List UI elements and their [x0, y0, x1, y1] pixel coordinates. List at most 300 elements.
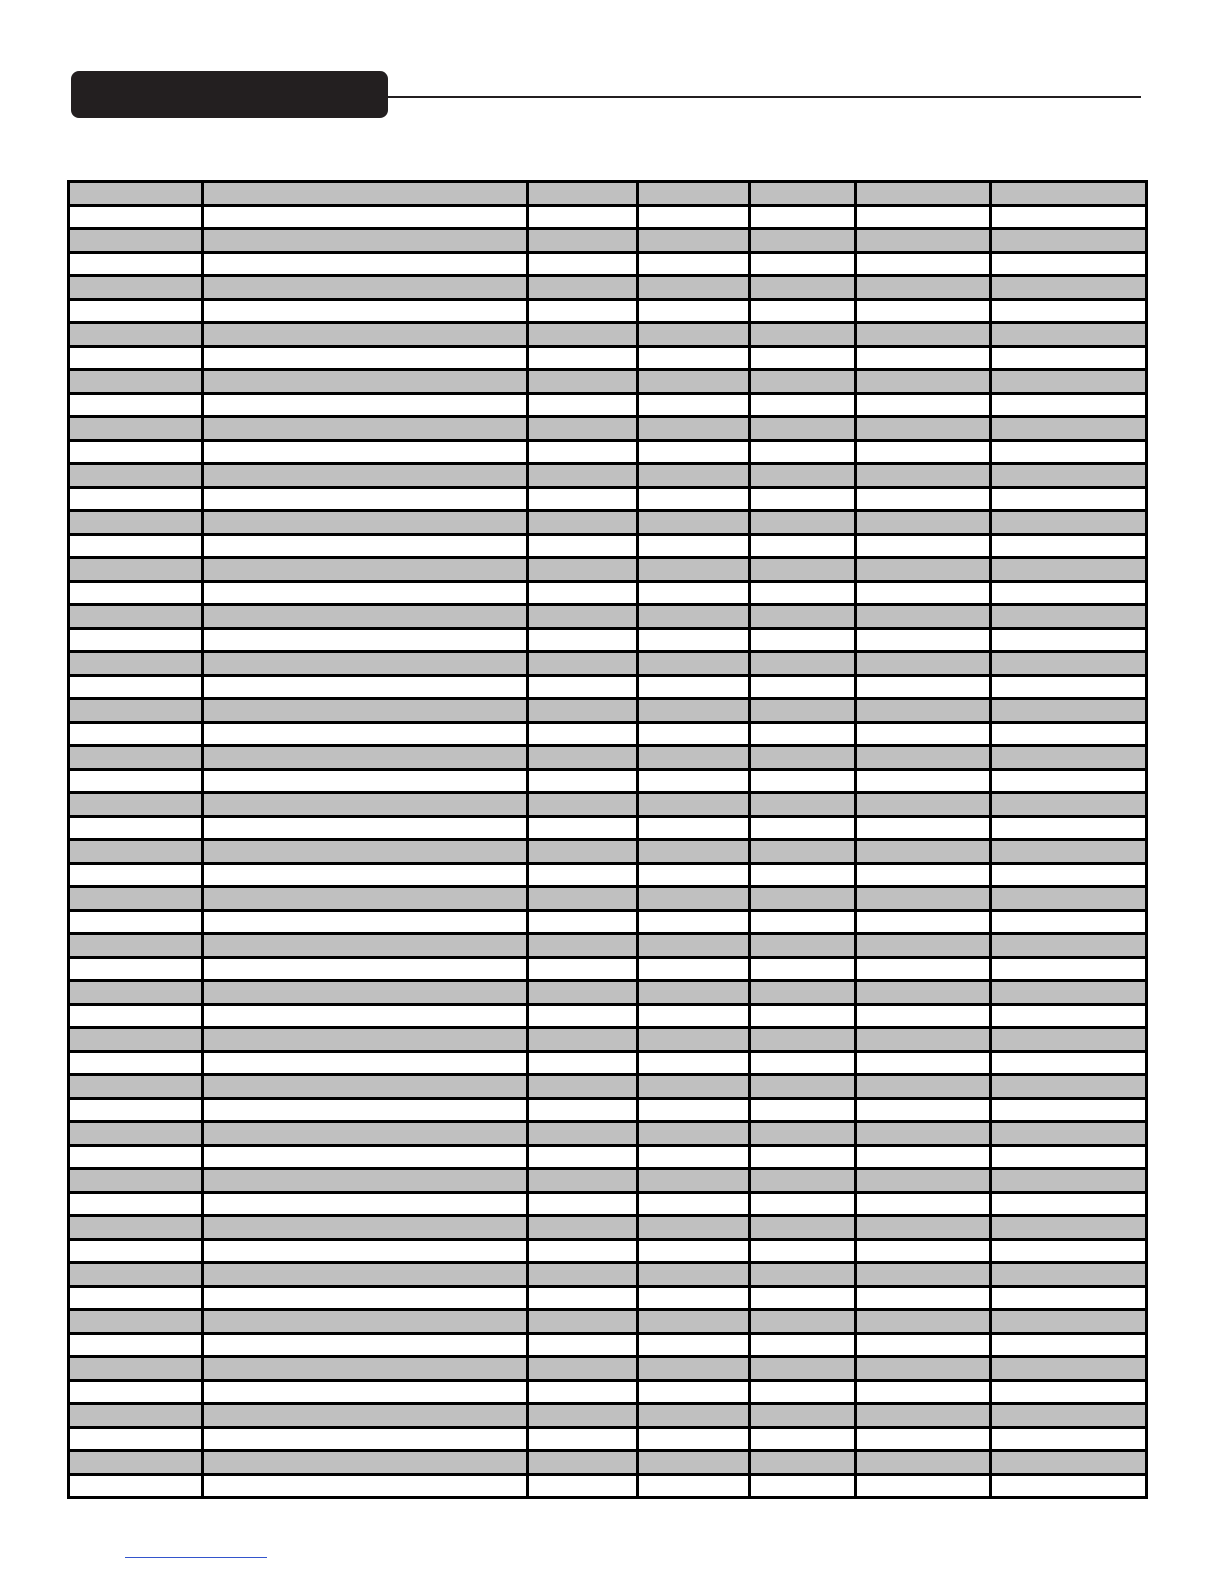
table-cell[interactable] [749, 652, 855, 676]
table-cell[interactable] [990, 464, 1147, 488]
table-cell[interactable] [749, 1380, 855, 1404]
table-cell[interactable] [749, 440, 855, 464]
table-cell[interactable] [69, 346, 203, 370]
table-cell[interactable] [528, 1263, 637, 1287]
table-cell[interactable] [990, 1239, 1147, 1263]
table-cell[interactable] [749, 1310, 855, 1334]
table-cell[interactable] [856, 252, 990, 276]
table-cell[interactable] [203, 276, 528, 300]
table-cell[interactable] [69, 816, 203, 840]
table-cell[interactable] [856, 840, 990, 864]
table-cell[interactable] [749, 182, 855, 206]
table-cell[interactable] [203, 1169, 528, 1193]
table-cell[interactable] [69, 1004, 203, 1028]
table-cell[interactable] [990, 205, 1147, 229]
table-cell[interactable] [637, 558, 749, 582]
table-cell[interactable] [856, 1404, 990, 1428]
table-cell[interactable] [856, 417, 990, 441]
table-cell[interactable] [990, 981, 1147, 1005]
table-cell[interactable] [69, 1239, 203, 1263]
table-cell[interactable] [69, 652, 203, 676]
table-cell[interactable] [856, 1051, 990, 1075]
table-cell[interactable] [203, 229, 528, 253]
table-cell[interactable] [69, 1192, 203, 1216]
table-cell[interactable] [528, 1169, 637, 1193]
table-cell[interactable] [990, 1380, 1147, 1404]
table-cell[interactable] [203, 746, 528, 770]
table-cell[interactable] [749, 1427, 855, 1451]
table-cell[interactable] [528, 534, 637, 558]
table-cell[interactable] [990, 887, 1147, 911]
table-cell[interactable] [856, 1286, 990, 1310]
table-cell[interactable] [856, 887, 990, 911]
table-cell[interactable] [749, 910, 855, 934]
table-cell[interactable] [856, 1004, 990, 1028]
table-cell[interactable] [990, 675, 1147, 699]
table-cell[interactable] [528, 1098, 637, 1122]
table-cell[interactable] [69, 699, 203, 723]
table-cell[interactable] [856, 652, 990, 676]
table-cell[interactable] [749, 1169, 855, 1193]
table-cell[interactable] [990, 769, 1147, 793]
table-cell[interactable] [990, 323, 1147, 347]
table-cell[interactable] [749, 299, 855, 323]
table-cell[interactable] [990, 1192, 1147, 1216]
table-cell[interactable] [856, 1427, 990, 1451]
table-cell[interactable] [69, 252, 203, 276]
table-cell[interactable] [637, 252, 749, 276]
table-cell[interactable] [203, 252, 528, 276]
table-cell[interactable] [69, 1333, 203, 1357]
table-cell[interactable] [528, 746, 637, 770]
table-cell[interactable] [856, 934, 990, 958]
table-cell[interactable] [69, 1451, 203, 1475]
table-cell[interactable] [637, 1333, 749, 1357]
table-cell[interactable] [749, 699, 855, 723]
table-cell[interactable] [69, 534, 203, 558]
table-cell[interactable] [749, 229, 855, 253]
table-cell[interactable] [856, 1263, 990, 1287]
table-cell[interactable] [749, 1075, 855, 1099]
table-cell[interactable] [637, 276, 749, 300]
table-cell[interactable] [990, 1357, 1147, 1381]
table-cell[interactable] [203, 1098, 528, 1122]
table-cell[interactable] [856, 581, 990, 605]
table-cell[interactable] [528, 769, 637, 793]
table-cell[interactable] [990, 1075, 1147, 1099]
table-cell[interactable] [856, 957, 990, 981]
table-cell[interactable] [528, 1145, 637, 1169]
table-cell[interactable] [749, 1216, 855, 1240]
table-cell[interactable] [203, 1122, 528, 1146]
table-cell[interactable] [856, 1239, 990, 1263]
table-cell[interactable] [528, 229, 637, 253]
table-cell[interactable] [69, 299, 203, 323]
table-cell[interactable] [990, 1310, 1147, 1334]
table-cell[interactable] [528, 511, 637, 535]
table-cell[interactable] [990, 1098, 1147, 1122]
table-cell[interactable] [856, 981, 990, 1005]
table-cell[interactable] [856, 1380, 990, 1404]
table-cell[interactable] [528, 558, 637, 582]
table-cell[interactable] [990, 229, 1147, 253]
table-cell[interactable] [637, 370, 749, 394]
table-cell[interactable] [69, 1310, 203, 1334]
table-cell[interactable] [749, 511, 855, 535]
table-cell[interactable] [69, 957, 203, 981]
table-cell[interactable] [856, 1333, 990, 1357]
table-cell[interactable] [637, 1004, 749, 1028]
table-cell[interactable] [990, 652, 1147, 676]
table-cell[interactable] [528, 1427, 637, 1451]
table-cell[interactable] [856, 205, 990, 229]
table-cell[interactable] [69, 746, 203, 770]
table-cell[interactable] [637, 1380, 749, 1404]
table-cell[interactable] [856, 276, 990, 300]
table-cell[interactable] [69, 558, 203, 582]
table-cell[interactable] [749, 581, 855, 605]
table-cell[interactable] [637, 840, 749, 864]
table-cell[interactable] [749, 417, 855, 441]
table-cell[interactable] [990, 722, 1147, 746]
table-cell[interactable] [990, 487, 1147, 511]
table-cell[interactable] [203, 1075, 528, 1099]
table-cell[interactable] [69, 887, 203, 911]
table-cell[interactable] [990, 276, 1147, 300]
table-cell[interactable] [203, 182, 528, 206]
table-cell[interactable] [749, 1333, 855, 1357]
table-cell[interactable] [69, 205, 203, 229]
table-cell[interactable] [528, 840, 637, 864]
table-cell[interactable] [637, 323, 749, 347]
table-cell[interactable] [203, 1357, 528, 1381]
table-cell[interactable] [637, 981, 749, 1005]
table-cell[interactable] [528, 793, 637, 817]
table-cell[interactable] [203, 863, 528, 887]
table-cell[interactable] [203, 769, 528, 793]
table-cell[interactable] [203, 1451, 528, 1475]
table-cell[interactable] [528, 1192, 637, 1216]
table-cell[interactable] [856, 299, 990, 323]
table-cell[interactable] [528, 816, 637, 840]
table-cell[interactable] [856, 816, 990, 840]
table-cell[interactable] [637, 605, 749, 629]
table-cell[interactable] [637, 1051, 749, 1075]
table-cell[interactable] [69, 1122, 203, 1146]
table-cell[interactable] [749, 1028, 855, 1052]
table-cell[interactable] [990, 558, 1147, 582]
table-cell[interactable] [203, 1380, 528, 1404]
table-cell[interactable] [528, 1474, 637, 1498]
table-cell[interactable] [69, 511, 203, 535]
table-cell[interactable] [856, 511, 990, 535]
table-cell[interactable] [637, 417, 749, 441]
table-cell[interactable] [203, 393, 528, 417]
table-cell[interactable] [528, 1357, 637, 1381]
table-cell[interactable] [749, 558, 855, 582]
table-cell[interactable] [749, 346, 855, 370]
table-cell[interactable] [203, 722, 528, 746]
table-cell[interactable] [203, 534, 528, 558]
table-cell[interactable] [990, 1216, 1147, 1240]
table-cell[interactable] [203, 487, 528, 511]
table-cell[interactable] [749, 205, 855, 229]
table-cell[interactable] [856, 487, 990, 511]
table-cell[interactable] [637, 1451, 749, 1475]
table-cell[interactable] [203, 370, 528, 394]
table-cell[interactable] [528, 346, 637, 370]
table-cell[interactable] [856, 1145, 990, 1169]
table-cell[interactable] [203, 840, 528, 864]
table-cell[interactable] [637, 1404, 749, 1428]
table-cell[interactable] [749, 1122, 855, 1146]
table-cell[interactable] [856, 1169, 990, 1193]
table-cell[interactable] [856, 534, 990, 558]
table-cell[interactable] [69, 1216, 203, 1240]
table-cell[interactable] [990, 252, 1147, 276]
table-cell[interactable] [637, 769, 749, 793]
table-cell[interactable] [990, 910, 1147, 934]
table-cell[interactable] [203, 440, 528, 464]
table-cell[interactable] [528, 1451, 637, 1475]
table-cell[interactable] [990, 1051, 1147, 1075]
table-cell[interactable] [528, 1310, 637, 1334]
table-cell[interactable] [528, 1122, 637, 1146]
table-cell[interactable] [749, 1192, 855, 1216]
table-cell[interactable] [637, 1239, 749, 1263]
table-cell[interactable] [637, 1286, 749, 1310]
table-cell[interactable] [203, 1474, 528, 1498]
table-cell[interactable] [203, 1404, 528, 1428]
table-cell[interactable] [749, 1451, 855, 1475]
table-cell[interactable] [856, 793, 990, 817]
table-cell[interactable] [203, 887, 528, 911]
table-cell[interactable] [990, 1474, 1147, 1498]
table-cell[interactable] [749, 957, 855, 981]
table-cell[interactable] [528, 675, 637, 699]
table-cell[interactable] [528, 440, 637, 464]
table-cell[interactable] [637, 1357, 749, 1381]
table-cell[interactable] [528, 1051, 637, 1075]
table-cell[interactable] [637, 887, 749, 911]
table-cell[interactable] [69, 323, 203, 347]
table-cell[interactable] [203, 1286, 528, 1310]
table-cell[interactable] [528, 863, 637, 887]
table-cell[interactable] [637, 957, 749, 981]
table-cell[interactable] [528, 981, 637, 1005]
table-cell[interactable] [203, 1333, 528, 1357]
table-cell[interactable] [203, 793, 528, 817]
table-cell[interactable] [203, 299, 528, 323]
table-cell[interactable] [990, 1169, 1147, 1193]
table-cell[interactable] [856, 722, 990, 746]
table-cell[interactable] [749, 769, 855, 793]
table-cell[interactable] [990, 534, 1147, 558]
table-cell[interactable] [749, 1286, 855, 1310]
table-cell[interactable] [203, 205, 528, 229]
table-cell[interactable] [749, 1404, 855, 1428]
table-cell[interactable] [856, 1028, 990, 1052]
table-cell[interactable] [69, 722, 203, 746]
table-cell[interactable] [528, 1075, 637, 1099]
table-cell[interactable] [528, 1286, 637, 1310]
table-cell[interactable] [990, 1263, 1147, 1287]
table-cell[interactable] [856, 1192, 990, 1216]
table-cell[interactable] [69, 417, 203, 441]
table-cell[interactable] [990, 605, 1147, 629]
table-cell[interactable] [990, 1404, 1147, 1428]
table-cell[interactable] [749, 816, 855, 840]
table-cell[interactable] [856, 605, 990, 629]
table-cell[interactable] [203, 1427, 528, 1451]
table-cell[interactable] [528, 887, 637, 911]
table-cell[interactable] [203, 957, 528, 981]
table-cell[interactable] [637, 511, 749, 535]
table-cell[interactable] [528, 487, 637, 511]
table-cell[interactable] [856, 1122, 990, 1146]
table-cell[interactable] [528, 652, 637, 676]
table-cell[interactable] [856, 393, 990, 417]
table-cell[interactable] [856, 1310, 990, 1334]
table-cell[interactable] [749, 487, 855, 511]
table-cell[interactable] [69, 1380, 203, 1404]
table-cell[interactable] [990, 746, 1147, 770]
table-cell[interactable] [637, 816, 749, 840]
table-cell[interactable] [637, 793, 749, 817]
table-cell[interactable] [856, 1451, 990, 1475]
table-cell[interactable] [856, 182, 990, 206]
table-cell[interactable] [69, 464, 203, 488]
table-cell[interactable] [69, 1427, 203, 1451]
table-cell[interactable] [528, 323, 637, 347]
table-cell[interactable] [749, 464, 855, 488]
table-cell[interactable] [990, 182, 1147, 206]
table-cell[interactable] [749, 840, 855, 864]
table-cell[interactable] [749, 1098, 855, 1122]
table-cell[interactable] [637, 1028, 749, 1052]
table-cell[interactable] [528, 370, 637, 394]
table-cell[interactable] [749, 1239, 855, 1263]
table-cell[interactable] [203, 558, 528, 582]
table-cell[interactable] [203, 1004, 528, 1028]
table-cell[interactable] [749, 1145, 855, 1169]
table-cell[interactable] [990, 1333, 1147, 1357]
table-cell[interactable] [637, 699, 749, 723]
table-cell[interactable] [203, 605, 528, 629]
table-cell[interactable] [69, 581, 203, 605]
table-cell[interactable] [203, 934, 528, 958]
table-cell[interactable] [990, 1145, 1147, 1169]
table-cell[interactable] [203, 675, 528, 699]
table-cell[interactable] [528, 276, 637, 300]
table-cell[interactable] [637, 464, 749, 488]
table-cell[interactable] [69, 863, 203, 887]
table-cell[interactable] [69, 1098, 203, 1122]
table-cell[interactable] [990, 863, 1147, 887]
table-cell[interactable] [637, 746, 749, 770]
table-cell[interactable] [749, 252, 855, 276]
table-cell[interactable] [69, 628, 203, 652]
table-cell[interactable] [990, 417, 1147, 441]
table-cell[interactable] [637, 299, 749, 323]
table-cell[interactable] [528, 581, 637, 605]
table-cell[interactable] [69, 370, 203, 394]
table-cell[interactable] [637, 863, 749, 887]
table-cell[interactable] [69, 1051, 203, 1075]
table-cell[interactable] [990, 1004, 1147, 1028]
table-cell[interactable] [528, 252, 637, 276]
table-cell[interactable] [749, 1357, 855, 1381]
table-cell[interactable] [856, 1216, 990, 1240]
table-cell[interactable] [856, 675, 990, 699]
table-cell[interactable] [203, 699, 528, 723]
table-cell[interactable] [203, 628, 528, 652]
table-cell[interactable] [203, 1028, 528, 1052]
table-cell[interactable] [203, 1239, 528, 1263]
table-cell[interactable] [637, 652, 749, 676]
table-cell[interactable] [637, 934, 749, 958]
table-cell[interactable] [990, 793, 1147, 817]
table-cell[interactable] [637, 722, 749, 746]
table-cell[interactable] [203, 346, 528, 370]
table-cell[interactable] [990, 816, 1147, 840]
table-cell[interactable] [990, 581, 1147, 605]
table-cell[interactable] [990, 393, 1147, 417]
table-cell[interactable] [749, 793, 855, 817]
table-cell[interactable] [749, 628, 855, 652]
footer-link[interactable] [125, 1557, 267, 1558]
table-cell[interactable] [749, 323, 855, 347]
table-cell[interactable] [749, 863, 855, 887]
table-cell[interactable] [856, 1357, 990, 1381]
table-cell[interactable] [528, 393, 637, 417]
table-cell[interactable] [637, 1263, 749, 1287]
table-cell[interactable] [637, 1474, 749, 1498]
table-cell[interactable] [856, 1098, 990, 1122]
table-cell[interactable] [990, 370, 1147, 394]
table-cell[interactable] [856, 628, 990, 652]
table-cell[interactable] [990, 840, 1147, 864]
table-cell[interactable] [637, 675, 749, 699]
table-cell[interactable] [990, 1427, 1147, 1451]
table-cell[interactable] [528, 1333, 637, 1357]
table-cell[interactable] [203, 417, 528, 441]
table-cell[interactable] [69, 1357, 203, 1381]
table-cell[interactable] [637, 393, 749, 417]
table-cell[interactable] [749, 1004, 855, 1028]
table-cell[interactable] [990, 346, 1147, 370]
table-cell[interactable] [528, 957, 637, 981]
table-cell[interactable] [528, 910, 637, 934]
table-cell[interactable] [856, 229, 990, 253]
table-cell[interactable] [528, 417, 637, 441]
table-cell[interactable] [528, 299, 637, 323]
table-cell[interactable] [637, 628, 749, 652]
table-cell[interactable] [203, 1051, 528, 1075]
table-cell[interactable] [990, 699, 1147, 723]
table-cell[interactable] [990, 628, 1147, 652]
table-cell[interactable] [856, 1474, 990, 1498]
table-cell[interactable] [856, 370, 990, 394]
table-cell[interactable] [203, 1310, 528, 1334]
table-cell[interactable] [856, 1075, 990, 1099]
table-cell[interactable] [203, 464, 528, 488]
table-cell[interactable] [637, 205, 749, 229]
table-cell[interactable] [637, 1075, 749, 1099]
table-cell[interactable] [637, 1192, 749, 1216]
table-cell[interactable] [856, 699, 990, 723]
table-cell[interactable] [69, 1145, 203, 1169]
